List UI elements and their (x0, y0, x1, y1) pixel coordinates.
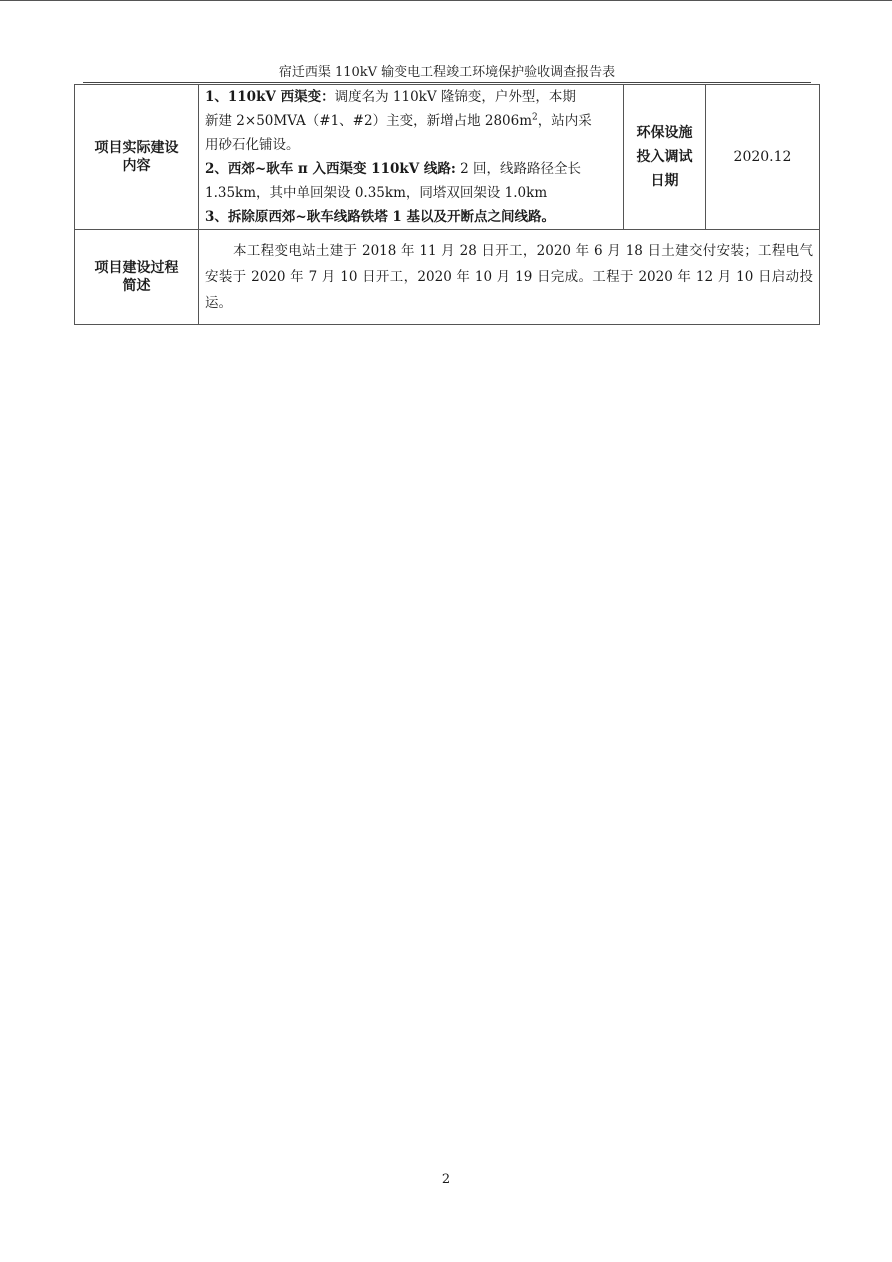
header-rule (83, 82, 811, 83)
table-row-construction-content (75, 85, 820, 230)
running-header: 宿迁西渠 110kV 输变电工程竣工环境保护验收调查报告表 (278, 65, 616, 80)
table-row-construction-process (75, 230, 820, 325)
top-border-line (0, 0, 892, 1)
label-actual-construction-content (75, 85, 199, 230)
label-construction-process: 项目建设过程 简述 (75, 230, 199, 325)
page-number: 2 (441, 1172, 451, 1187)
construction-content-cell (199, 85, 624, 230)
label-line: 项目实际建设 (94, 140, 179, 156)
content-line-1: 1、110kV 西渠变：调度名为 110kV 隆锦变，户外型，本期 (205, 89, 576, 105)
commissioning-date-value: 2020.12 (706, 85, 820, 230)
report-table (74, 84, 820, 325)
content-line-4: 2、西郊~耿车 π 入西渠变 110kV 线路: 2 回，线路路径全长 (205, 161, 582, 177)
construction-process-text: 本工程变电站土建于 2018 年 11 月 28 日开工，2020 年 6 月 18 日土建交付安装；工程电气安装于 2020 年 7 月 10 日开工，2020 年 10 月 19 日完成。工程于 2020 年 12 月 10 日启动投运。 (199, 230, 820, 325)
content-line-5: 1.35km，其中单回架设 0.35km，同塔双回架设 1.0km (205, 185, 548, 201)
content-line-6: 3、拆除原西郊~耿车线路铁塔 1 基以及开断点之间线路。 (205, 209, 555, 225)
content-line-2: 新建 2×50MVA（#1、#2）主变，新增占地 $2806m^2$，站内采 (205, 112, 592, 129)
label-commissioning-date: 环保设施 投入调试 日期 (624, 85, 706, 230)
content-line-3: 用砂石化铺设。 (205, 137, 300, 153)
label-line: 内容 (122, 158, 151, 174)
